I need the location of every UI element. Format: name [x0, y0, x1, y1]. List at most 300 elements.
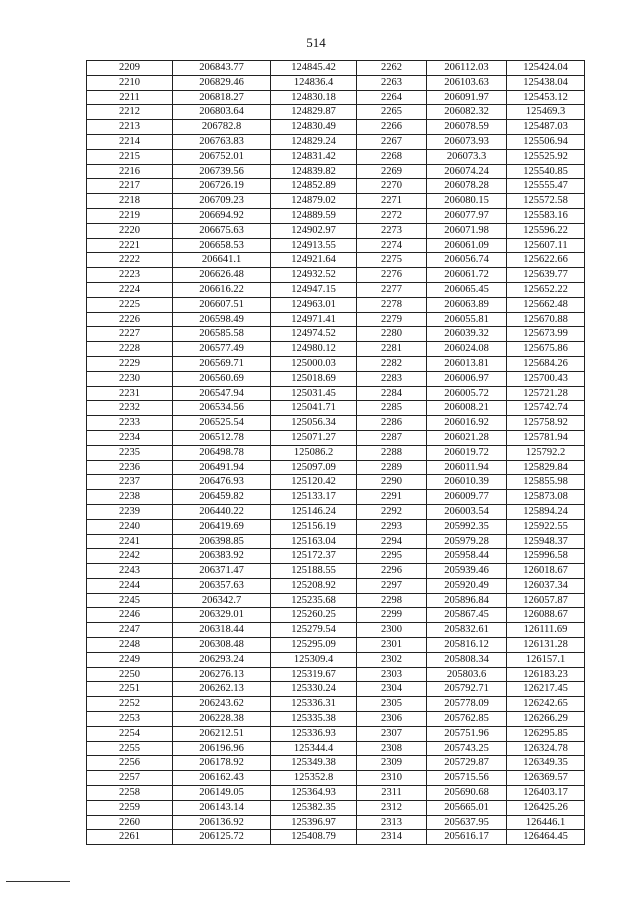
table-cell-y-coordinate: 125758.92	[507, 416, 585, 431]
table-cell-x-coordinate: 205832.61	[427, 623, 507, 638]
table-cell-y-coordinate: 126403.17	[507, 786, 585, 801]
table-cell-point-number: 2300	[357, 623, 427, 638]
table-cell-x-coordinate: 206293.24	[173, 652, 271, 667]
table-row	[87, 534, 585, 549]
table-cell-y-coordinate: 126464.45	[507, 830, 585, 845]
table-cell-x-coordinate: 206103.63	[427, 75, 507, 90]
table-cell-x-coordinate: 206498.78	[173, 445, 271, 460]
table-cell-y-coordinate: 125622.66	[507, 253, 585, 268]
table-cell-point-number: 2263	[357, 75, 427, 90]
table-cell-point-number: 2298	[357, 593, 427, 608]
table-cell-x-coordinate: 206125.72	[173, 830, 271, 845]
table-cell-point-number: 2244	[87, 578, 173, 593]
table-cell-point-number: 2223	[87, 268, 173, 283]
table-cell-point-number: 2308	[357, 741, 427, 756]
page-number: 514	[306, 35, 326, 50]
table-cell-point-number: 2302	[357, 652, 427, 667]
table-row	[87, 238, 585, 253]
table-cell-x-coordinate: 205690.68	[427, 786, 507, 801]
table-cell-y-coordinate: 126037.34	[507, 578, 585, 593]
table-cell-x-coordinate: 206055.81	[427, 312, 507, 327]
table-cell-y-coordinate: 125146.24	[271, 504, 357, 519]
table-cell-x-coordinate: 206006.97	[427, 371, 507, 386]
table-cell-x-coordinate: 206752.01	[173, 149, 271, 164]
table-cell-x-coordinate: 206547.94	[173, 386, 271, 401]
table-cell-point-number: 2216	[87, 164, 173, 179]
table-cell-y-coordinate: 125742.74	[507, 401, 585, 416]
table-cell-x-coordinate: 206143.14	[173, 800, 271, 815]
table-cell-point-number: 2233	[87, 416, 173, 431]
table-cell-point-number: 2234	[87, 430, 173, 445]
table-cell-y-coordinate: 125235.68	[271, 593, 357, 608]
table-cell-y-coordinate: 125583.16	[507, 208, 585, 223]
table-cell-x-coordinate: 206008.21	[427, 401, 507, 416]
table-cell-y-coordinate: 125792.2	[507, 445, 585, 460]
table-cell-y-coordinate: 124845.42	[271, 61, 357, 76]
table-cell-x-coordinate: 206082.32	[427, 105, 507, 120]
table-cell-y-coordinate: 125279.54	[271, 623, 357, 638]
table-row	[87, 460, 585, 475]
table-cell-point-number: 2282	[357, 356, 427, 371]
table-cell-y-coordinate: 126266.29	[507, 712, 585, 727]
table-cell-y-coordinate: 126111.69	[507, 623, 585, 638]
table-row	[87, 771, 585, 786]
table-cell-y-coordinate: 126057.87	[507, 593, 585, 608]
table-cell-y-coordinate: 125700.43	[507, 371, 585, 386]
table-cell-y-coordinate: 125540.85	[507, 164, 585, 179]
table-row	[87, 208, 585, 223]
table-row	[87, 282, 585, 297]
table-cell-x-coordinate: 206329.01	[173, 608, 271, 623]
table-cell-x-coordinate: 205665.01	[427, 800, 507, 815]
table-cell-x-coordinate: 205939.46	[427, 564, 507, 579]
table-cell-point-number: 2267	[357, 134, 427, 149]
table-cell-point-number: 2281	[357, 342, 427, 357]
table-cell-point-number: 2241	[87, 534, 173, 549]
table-cell-x-coordinate: 206534.56	[173, 401, 271, 416]
table-cell-y-coordinate: 124980.12	[271, 342, 357, 357]
table-cell-point-number: 2293	[357, 519, 427, 534]
table-cell-x-coordinate: 206398.85	[173, 534, 271, 549]
table-cell-x-coordinate: 205743.25	[427, 741, 507, 756]
table-cell-y-coordinate: 125555.47	[507, 179, 585, 194]
table-row	[87, 342, 585, 357]
table-cell-point-number: 2231	[87, 386, 173, 401]
table-cell-x-coordinate: 206491.94	[173, 460, 271, 475]
table-cell-x-coordinate: 206476.93	[173, 475, 271, 490]
table-row	[87, 149, 585, 164]
table-cell-point-number: 2310	[357, 771, 427, 786]
table-cell-point-number: 2211	[87, 90, 173, 105]
table-cell-point-number: 2272	[357, 208, 427, 223]
table-cell-y-coordinate: 125335.38	[271, 712, 357, 727]
table-cell-x-coordinate: 206073.3	[427, 149, 507, 164]
table-cell-point-number: 2226	[87, 312, 173, 327]
table-cell-y-coordinate: 125487.03	[507, 120, 585, 135]
table-cell-x-coordinate: 206228.38	[173, 712, 271, 727]
table-cell-x-coordinate: 206726.19	[173, 179, 271, 194]
table-cell-x-coordinate: 206112.03	[427, 61, 507, 76]
table-row	[87, 815, 585, 830]
table-cell-y-coordinate: 125163.04	[271, 534, 357, 549]
table-cell-point-number: 2260	[87, 815, 173, 830]
table-cell-y-coordinate: 124831.42	[271, 149, 357, 164]
table-cell-point-number: 2311	[357, 786, 427, 801]
table-cell-x-coordinate: 206196.96	[173, 741, 271, 756]
table-cell-point-number: 2261	[87, 830, 173, 845]
table-cell-y-coordinate: 125684.26	[507, 356, 585, 371]
table-row	[87, 652, 585, 667]
table-cell-point-number: 2257	[87, 771, 173, 786]
table-cell-y-coordinate: 125031.45	[271, 386, 357, 401]
table-cell-x-coordinate: 206243.62	[173, 697, 271, 712]
table-row	[87, 430, 585, 445]
table-row	[87, 697, 585, 712]
table-cell-point-number: 2271	[357, 194, 427, 209]
table-cell-point-number: 2245	[87, 593, 173, 608]
table-row	[87, 830, 585, 845]
table-cell-point-number: 2215	[87, 149, 173, 164]
table-row	[87, 401, 585, 416]
table-cell-x-coordinate: 206003.54	[427, 504, 507, 519]
table-row	[87, 164, 585, 179]
table-cell-point-number: 2266	[357, 120, 427, 135]
table-cell-point-number: 2238	[87, 490, 173, 505]
coordinates-table	[86, 60, 585, 845]
table-cell-x-coordinate: 206318.44	[173, 623, 271, 638]
table-cell-point-number: 2258	[87, 786, 173, 801]
table-row	[87, 61, 585, 76]
table-cell-y-coordinate: 125607.11	[507, 238, 585, 253]
table-cell-x-coordinate: 206560.69	[173, 371, 271, 386]
table-cell-x-coordinate: 206616.22	[173, 282, 271, 297]
table-cell-y-coordinate: 126217.45	[507, 682, 585, 697]
table-cell-y-coordinate: 126157.1	[507, 652, 585, 667]
table-cell-x-coordinate: 206078.59	[427, 120, 507, 135]
table-cell-x-coordinate: 206357.63	[173, 578, 271, 593]
table-cell-point-number: 2219	[87, 208, 173, 223]
table-row	[87, 75, 585, 90]
table-cell-point-number: 2232	[87, 401, 173, 416]
table-cell-x-coordinate: 206598.49	[173, 312, 271, 327]
table-cell-x-coordinate: 206019.72	[427, 445, 507, 460]
table-cell-y-coordinate: 126131.28	[507, 638, 585, 653]
table-cell-point-number: 2237	[87, 475, 173, 490]
table-cell-y-coordinate: 125295.09	[271, 638, 357, 653]
table-cell-x-coordinate: 206739.56	[173, 164, 271, 179]
table-cell-x-coordinate: 206005.72	[427, 386, 507, 401]
table-cell-x-coordinate: 206063.89	[427, 297, 507, 312]
table-cell-y-coordinate: 124902.97	[271, 223, 357, 238]
table-cell-point-number: 2289	[357, 460, 427, 475]
table-cell-point-number: 2236	[87, 460, 173, 475]
table-cell-point-number: 2273	[357, 223, 427, 238]
table-cell-x-coordinate: 206843.77	[173, 61, 271, 76]
table-cell-point-number: 2285	[357, 401, 427, 416]
table-row	[87, 726, 585, 741]
table-cell-x-coordinate: 206440.22	[173, 504, 271, 519]
table-row	[87, 682, 585, 697]
table-cell-x-coordinate: 205616.17	[427, 830, 507, 845]
table-cell-point-number: 2217	[87, 179, 173, 194]
table-cell-point-number: 2275	[357, 253, 427, 268]
table-row	[87, 475, 585, 490]
table-cell-y-coordinate: 125120.42	[271, 475, 357, 490]
table-cell-x-coordinate: 205958.44	[427, 549, 507, 564]
table-cell-y-coordinate: 124971.41	[271, 312, 357, 327]
table-cell-y-coordinate: 125319.67	[271, 667, 357, 682]
table-cell-x-coordinate: 206039.32	[427, 327, 507, 342]
table-cell-x-coordinate: 206782.8	[173, 120, 271, 135]
table-cell-y-coordinate: 124830.49	[271, 120, 357, 135]
table-cell-x-coordinate: 206818.27	[173, 90, 271, 105]
table-cell-x-coordinate: 206829.46	[173, 75, 271, 90]
table-cell-x-coordinate: 206308.48	[173, 638, 271, 653]
table-cell-y-coordinate: 125855.98	[507, 475, 585, 490]
table-cell-y-coordinate: 126324.78	[507, 741, 585, 756]
table-cell-point-number: 2256	[87, 756, 173, 771]
table-cell-y-coordinate: 125996.58	[507, 549, 585, 564]
table-row	[87, 756, 585, 771]
table-cell-y-coordinate: 124974.52	[271, 327, 357, 342]
table-cell-point-number: 2276	[357, 268, 427, 283]
table-cell-point-number: 2212	[87, 105, 173, 120]
table-cell-y-coordinate: 125639.77	[507, 268, 585, 283]
table-cell-y-coordinate: 126183.23	[507, 667, 585, 682]
table-cell-y-coordinate: 125525.92	[507, 149, 585, 164]
table-cell-y-coordinate: 124947.15	[271, 282, 357, 297]
table-cell-point-number: 2229	[87, 356, 173, 371]
table-cell-point-number: 2218	[87, 194, 173, 209]
table-cell-x-coordinate: 206569.71	[173, 356, 271, 371]
table-cell-x-coordinate: 206074.24	[427, 164, 507, 179]
table-cell-x-coordinate: 206065.45	[427, 282, 507, 297]
table-row	[87, 623, 585, 638]
table-cell-y-coordinate: 126349.35	[507, 756, 585, 771]
table-cell-point-number: 2288	[357, 445, 427, 460]
table-cell-y-coordinate: 126446.1	[507, 815, 585, 830]
table-cell-point-number: 2243	[87, 564, 173, 579]
table-cell-point-number: 2239	[87, 504, 173, 519]
table-row	[87, 445, 585, 460]
table-cell-x-coordinate: 205867.45	[427, 608, 507, 623]
table-cell-y-coordinate: 125572.58	[507, 194, 585, 209]
table-cell-point-number: 2269	[357, 164, 427, 179]
table-row	[87, 194, 585, 209]
table-cell-x-coordinate: 206675.63	[173, 223, 271, 238]
table-cell-x-coordinate: 205920.49	[427, 578, 507, 593]
table-cell-y-coordinate: 125097.09	[271, 460, 357, 475]
table-cell-x-coordinate: 205715.56	[427, 771, 507, 786]
table-row	[87, 268, 585, 283]
table-cell-point-number: 2248	[87, 638, 173, 653]
table-cell-x-coordinate: 206021.28	[427, 430, 507, 445]
table-cell-x-coordinate: 206525.54	[173, 416, 271, 431]
table-cell-y-coordinate: 125352.8	[271, 771, 357, 786]
table-cell-point-number: 2214	[87, 134, 173, 149]
table-cell-y-coordinate: 125721.28	[507, 386, 585, 401]
table-row	[87, 371, 585, 386]
table-row	[87, 223, 585, 238]
table-cell-y-coordinate: 126369.57	[507, 771, 585, 786]
table-cell-point-number: 2270	[357, 179, 427, 194]
table-cell-point-number: 2221	[87, 238, 173, 253]
table-cell-point-number: 2299	[357, 608, 427, 623]
table-row	[87, 490, 585, 505]
table-cell-x-coordinate: 206061.72	[427, 268, 507, 283]
table-cell-point-number: 2309	[357, 756, 427, 771]
table-cell-x-coordinate: 206212.51	[173, 726, 271, 741]
table-cell-point-number: 2307	[357, 726, 427, 741]
table-cell-point-number: 2304	[357, 682, 427, 697]
table-row	[87, 386, 585, 401]
table-cell-point-number: 2294	[357, 534, 427, 549]
table-cell-point-number: 2209	[87, 61, 173, 76]
table-cell-x-coordinate: 206276.13	[173, 667, 271, 682]
table-cell-y-coordinate: 124836.4	[271, 75, 357, 90]
table-row	[87, 416, 585, 431]
table-cell-x-coordinate: 206016.92	[427, 416, 507, 431]
table-cell-x-coordinate: 206383.92	[173, 549, 271, 564]
table-cell-y-coordinate: 125172.37	[271, 549, 357, 564]
table-cell-point-number: 2306	[357, 712, 427, 727]
table-cell-x-coordinate: 205792.71	[427, 682, 507, 697]
table-cell-y-coordinate: 125056.34	[271, 416, 357, 431]
table-cell-y-coordinate: 126242.65	[507, 697, 585, 712]
table-cell-y-coordinate: 125829.84	[507, 460, 585, 475]
table-cell-y-coordinate: 125208.92	[271, 578, 357, 593]
table-cell-point-number: 2274	[357, 238, 427, 253]
table-cell-y-coordinate: 125260.25	[271, 608, 357, 623]
table-cell-point-number: 2210	[87, 75, 173, 90]
table-cell-point-number: 2251	[87, 682, 173, 697]
table-cell-point-number: 2301	[357, 638, 427, 653]
table-cell-point-number: 2286	[357, 416, 427, 431]
table-cell-point-number: 2225	[87, 297, 173, 312]
table-cell-point-number: 2227	[87, 327, 173, 342]
table-cell-y-coordinate: 125948.37	[507, 534, 585, 549]
table-cell-y-coordinate: 125894.24	[507, 504, 585, 519]
table-cell-point-number: 2280	[357, 327, 427, 342]
table-cell-x-coordinate: 206342.7	[173, 593, 271, 608]
table-row	[87, 519, 585, 534]
table-row	[87, 105, 585, 120]
table-cell-point-number: 2252	[87, 697, 173, 712]
table-cell-y-coordinate: 125673.99	[507, 327, 585, 342]
table-cell-point-number: 2279	[357, 312, 427, 327]
table-cell-point-number: 2287	[357, 430, 427, 445]
table-cell-x-coordinate: 206512.78	[173, 430, 271, 445]
table-cell-point-number: 2222	[87, 253, 173, 268]
table-row	[87, 578, 585, 593]
table-cell-y-coordinate: 125349.38	[271, 756, 357, 771]
table-cell-point-number: 2262	[357, 61, 427, 76]
table-cell-x-coordinate: 206091.97	[427, 90, 507, 105]
table-cell-y-coordinate: 124913.55	[271, 238, 357, 253]
table-cell-point-number: 2242	[87, 549, 173, 564]
table-cell-x-coordinate: 206078.28	[427, 179, 507, 194]
table-cell-x-coordinate: 206694.92	[173, 208, 271, 223]
table-cell-y-coordinate: 125018.69	[271, 371, 357, 386]
table-cell-point-number: 2268	[357, 149, 427, 164]
table-cell-x-coordinate: 206709.23	[173, 194, 271, 209]
table-cell-y-coordinate: 126018.67	[507, 564, 585, 579]
table-cell-y-coordinate: 125438.04	[507, 75, 585, 90]
table-row	[87, 179, 585, 194]
footnote-rule	[6, 881, 70, 882]
table-cell-x-coordinate: 206010.39	[427, 475, 507, 490]
table-cell-x-coordinate: 206009.77	[427, 490, 507, 505]
table-cell-x-coordinate: 206162.43	[173, 771, 271, 786]
table-cell-y-coordinate: 125596.22	[507, 223, 585, 238]
table-cell-point-number: 2220	[87, 223, 173, 238]
table-cell-point-number: 2240	[87, 519, 173, 534]
coordinates-table-body	[87, 61, 585, 845]
table-cell-y-coordinate: 124932.52	[271, 268, 357, 283]
table-cell-y-coordinate: 125156.19	[271, 519, 357, 534]
table-cell-x-coordinate: 206459.82	[173, 490, 271, 505]
table-cell-point-number: 2253	[87, 712, 173, 727]
table-cell-x-coordinate: 205751.96	[427, 726, 507, 741]
table-cell-y-coordinate: 124852.89	[271, 179, 357, 194]
table-cell-point-number: 2213	[87, 120, 173, 135]
table-cell-point-number: 2296	[357, 564, 427, 579]
table-cell-y-coordinate: 124889.59	[271, 208, 357, 223]
table-cell-y-coordinate: 125382.35	[271, 800, 357, 815]
table-cell-x-coordinate: 205816.12	[427, 638, 507, 653]
table-cell-point-number: 2254	[87, 726, 173, 741]
table-cell-point-number: 2292	[357, 504, 427, 519]
table-row	[87, 800, 585, 815]
table-cell-x-coordinate: 205992.35	[427, 519, 507, 534]
table-cell-x-coordinate: 206658.53	[173, 238, 271, 253]
table-cell-x-coordinate: 206626.48	[173, 268, 271, 283]
table-cell-y-coordinate: 125408.79	[271, 830, 357, 845]
table-row	[87, 593, 585, 608]
table-cell-x-coordinate: 206262.13	[173, 682, 271, 697]
table-cell-x-coordinate: 205896.84	[427, 593, 507, 608]
table-cell-y-coordinate: 125453.12	[507, 90, 585, 105]
table-row	[87, 134, 585, 149]
table-cell-point-number: 2264	[357, 90, 427, 105]
table-cell-y-coordinate: 124921.64	[271, 253, 357, 268]
table-cell-y-coordinate: 125922.55	[507, 519, 585, 534]
table-cell-point-number: 2246	[87, 608, 173, 623]
table-cell-x-coordinate: 206077.97	[427, 208, 507, 223]
table-cell-point-number: 2295	[357, 549, 427, 564]
table-cell-x-coordinate: 206178.92	[173, 756, 271, 771]
table-cell-y-coordinate: 125344.4	[271, 741, 357, 756]
table-cell-point-number: 2312	[357, 800, 427, 815]
table-cell-y-coordinate: 125652.22	[507, 282, 585, 297]
table-cell-y-coordinate: 126088.67	[507, 608, 585, 623]
table-cell-point-number: 2255	[87, 741, 173, 756]
table-cell-x-coordinate: 206011.94	[427, 460, 507, 475]
table-cell-y-coordinate: 125670.88	[507, 312, 585, 327]
table-cell-y-coordinate: 124830.18	[271, 90, 357, 105]
table-cell-point-number: 2265	[357, 105, 427, 120]
table-cell-point-number: 2230	[87, 371, 173, 386]
table-cell-point-number: 2224	[87, 282, 173, 297]
table-cell-x-coordinate: 206136.92	[173, 815, 271, 830]
table-row	[87, 312, 585, 327]
table-cell-point-number: 2247	[87, 623, 173, 638]
table-cell-y-coordinate: 125188.55	[271, 564, 357, 579]
table-cell-point-number: 2250	[87, 667, 173, 682]
table-cell-y-coordinate: 125071.27	[271, 430, 357, 445]
table-cell-x-coordinate: 205803.6	[427, 667, 507, 682]
table-row	[87, 741, 585, 756]
